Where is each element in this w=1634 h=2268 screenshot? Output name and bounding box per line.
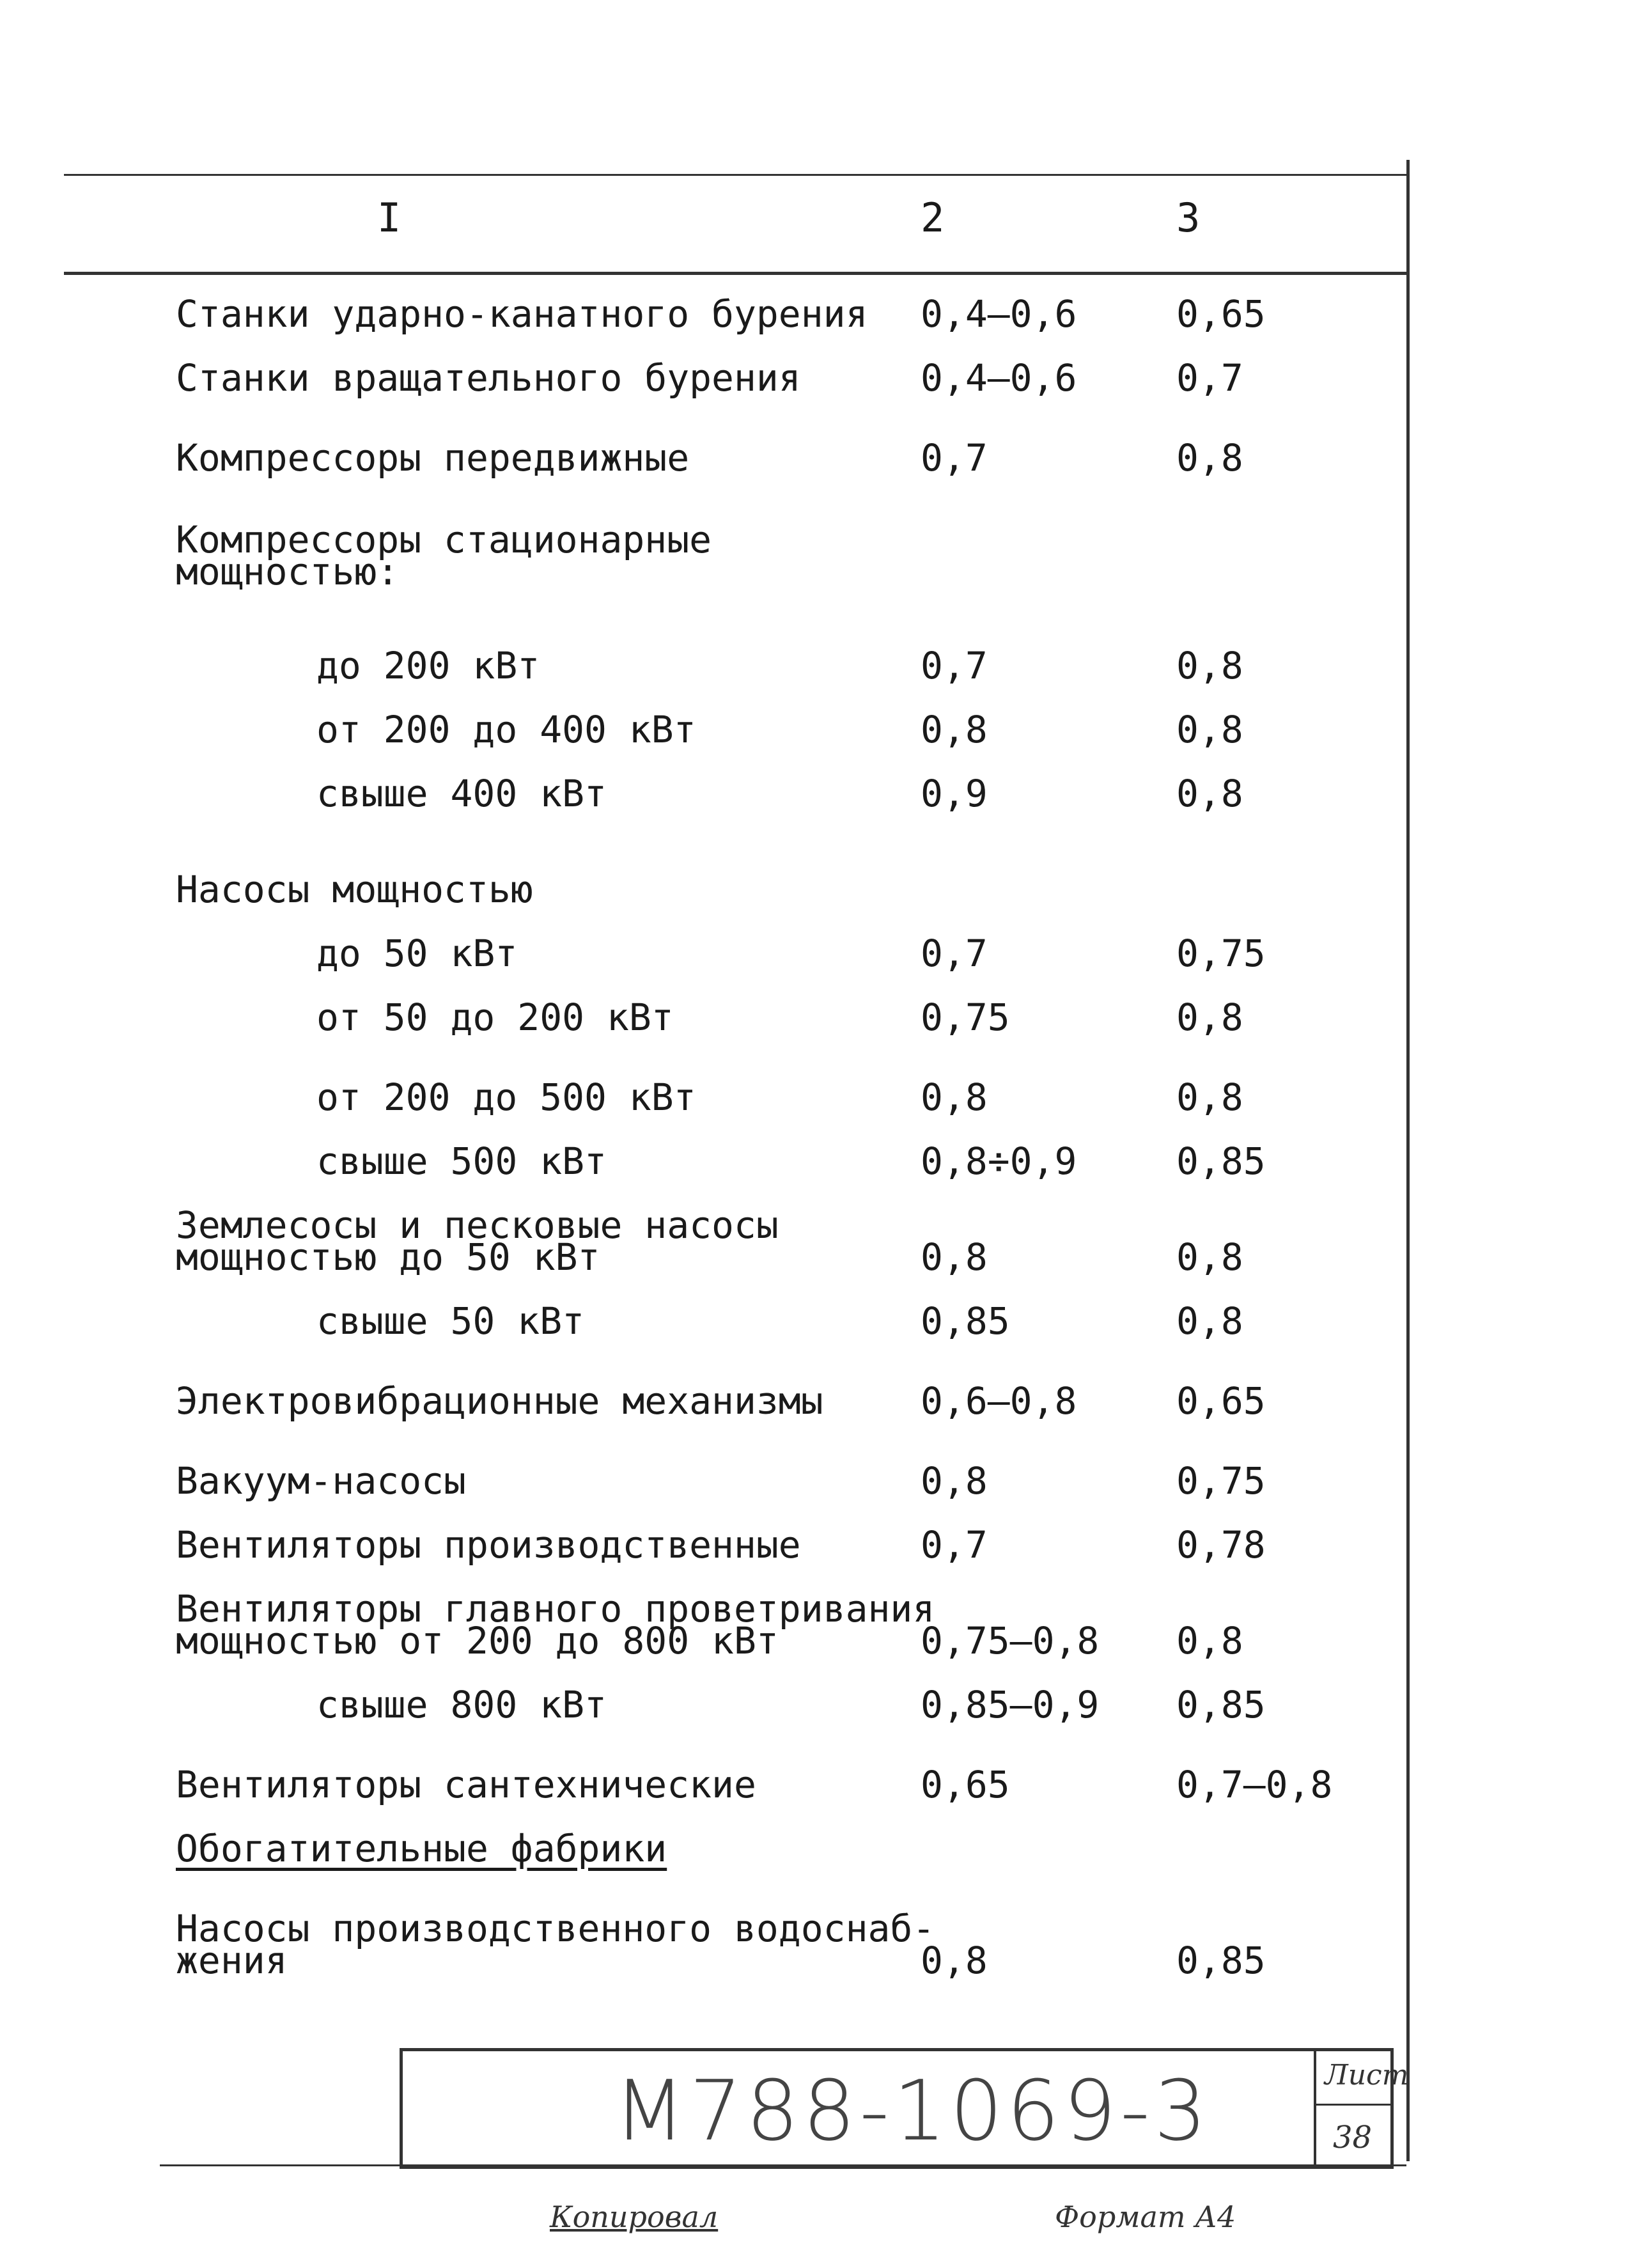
row-value-col2: 0,7 xyxy=(921,1523,988,1567)
row-value-col3: 0,85 xyxy=(1176,1683,1266,1726)
row-value-col3: 0,7 xyxy=(1176,356,1243,400)
footer-format: Формат А4 xyxy=(1055,2200,1236,2234)
row-value-col2: 0,7 xyxy=(921,932,988,975)
header-col2: 2 xyxy=(921,194,945,241)
row-value-col2: 0,6–0,8 xyxy=(921,1379,1077,1423)
row-label-line2: мощностью от 200 до 800 кВт xyxy=(176,1619,779,1662)
row-value-col2: 0,7 xyxy=(921,644,988,687)
row-label: от 200 до 500 кВт xyxy=(316,1075,696,1119)
row-label: свыше 500 кВт xyxy=(316,1139,607,1183)
row-value-col2: 0,4–0,6 xyxy=(921,356,1077,400)
row-value-col2: 0,7 xyxy=(921,436,988,480)
row-label: Вентиляторы главного проветривания xyxy=(176,1587,935,1631)
row-value-col2: 0,8 xyxy=(921,1939,988,1982)
row-value-col2: 0,85 xyxy=(921,1299,1010,1343)
row-label: свыше 800 кВт xyxy=(316,1683,607,1726)
row-value-col2: 0,8 xyxy=(921,1235,988,1279)
row-label-line2: мощностью до 50 кВт xyxy=(176,1235,600,1279)
row-label: от 200 до 400 кВт xyxy=(316,708,696,751)
row-label: Компрессоры стационарные xyxy=(176,518,712,561)
row-value-col3: 0,85 xyxy=(1176,1939,1266,1982)
row-value-col3: 0,85 xyxy=(1176,1139,1266,1183)
right-border xyxy=(1406,160,1410,2161)
row-value-col3: 0,75 xyxy=(1176,932,1266,975)
row-value-col3: 0,7–0,8 xyxy=(1176,1763,1333,1806)
document-code: М788-1069-3 xyxy=(614,2062,1211,2159)
row-label: от 50 до 200 кВт xyxy=(316,996,674,1039)
bottom-rule xyxy=(160,2164,1406,2166)
sheet-cell-divider xyxy=(1314,2104,1390,2106)
header-bottom-rule xyxy=(64,272,1410,275)
row-value-col2: 0,8÷0,9 xyxy=(921,1139,1077,1183)
sheet-label: Лист xyxy=(1325,2059,1409,2092)
row-label: Насосы мощностью xyxy=(176,868,533,911)
header-col3: 3 xyxy=(1176,194,1201,241)
row-value-col3: 0,75 xyxy=(1176,1459,1266,1503)
row-label-line2: жения xyxy=(176,1939,288,1982)
row-value-col2: 0,65 xyxy=(921,1763,1010,1806)
row-label: Вакуум-насосы xyxy=(176,1459,466,1503)
row-value-col3: 0,8 xyxy=(1176,644,1243,687)
row-label: до 200 кВт xyxy=(316,644,540,687)
row-value-col3: 0,8 xyxy=(1176,436,1243,480)
footer-copied-by: Копировал xyxy=(550,2200,719,2234)
sheet-number: 38 xyxy=(1333,2120,1373,2155)
row-label: до 50 кВт xyxy=(316,932,518,975)
row-label: Вентиляторы производственные xyxy=(176,1523,801,1567)
row-value-col2: 0,8 xyxy=(921,708,988,751)
row-label: Станки вращательного бурения xyxy=(176,356,801,400)
row-label: свыше 400 кВт xyxy=(316,772,607,815)
row-value-col2: 0,9 xyxy=(921,772,988,815)
row-value-col3: 0,78 xyxy=(1176,1523,1266,1567)
row-label: Землесосы и песковые насосы xyxy=(176,1203,779,1247)
title-block-divider xyxy=(1314,2048,1316,2166)
row-value-col2: 0,85–0,9 xyxy=(921,1683,1100,1726)
row-label: Насосы производственного водоснаб- xyxy=(176,1907,935,1950)
row-value-col2: 0,8 xyxy=(921,1075,988,1119)
header-col1: I xyxy=(377,194,401,241)
row-value-col3: 0,8 xyxy=(1176,1235,1243,1279)
row-value-col3: 0,65 xyxy=(1176,292,1266,336)
row-value-col3: 0,8 xyxy=(1176,1619,1243,1662)
row-value-col2: 0,8 xyxy=(921,1459,988,1503)
row-value-col3: 0,8 xyxy=(1176,996,1243,1039)
row-label: Электровибрационные механизмы xyxy=(176,1379,823,1423)
row-label: Станки ударно-канатного бурения xyxy=(176,292,868,336)
row-value-col2: 0,4–0,6 xyxy=(921,292,1077,336)
row-label-line2: мощностью: xyxy=(176,550,400,593)
top-rule xyxy=(64,174,1410,176)
row-value-col3: 0,8 xyxy=(1176,1075,1243,1119)
row-label: Вентиляторы сантехнические xyxy=(176,1763,756,1806)
row-label: Компрессоры передвижные xyxy=(176,436,690,480)
row-value-col3: 0,8 xyxy=(1176,1299,1243,1343)
row-value-col2: 0,75 xyxy=(921,996,1010,1039)
row-value-col2: 0,75–0,8 xyxy=(921,1619,1100,1662)
row-label: свыше 50 кВт xyxy=(316,1299,585,1343)
row-value-col3: 0,8 xyxy=(1176,772,1243,815)
row-value-col3: 0,65 xyxy=(1176,1379,1266,1423)
row-value-col3: 0,8 xyxy=(1176,708,1243,751)
section-heading: Обогатительные фабрики xyxy=(176,1827,667,1870)
